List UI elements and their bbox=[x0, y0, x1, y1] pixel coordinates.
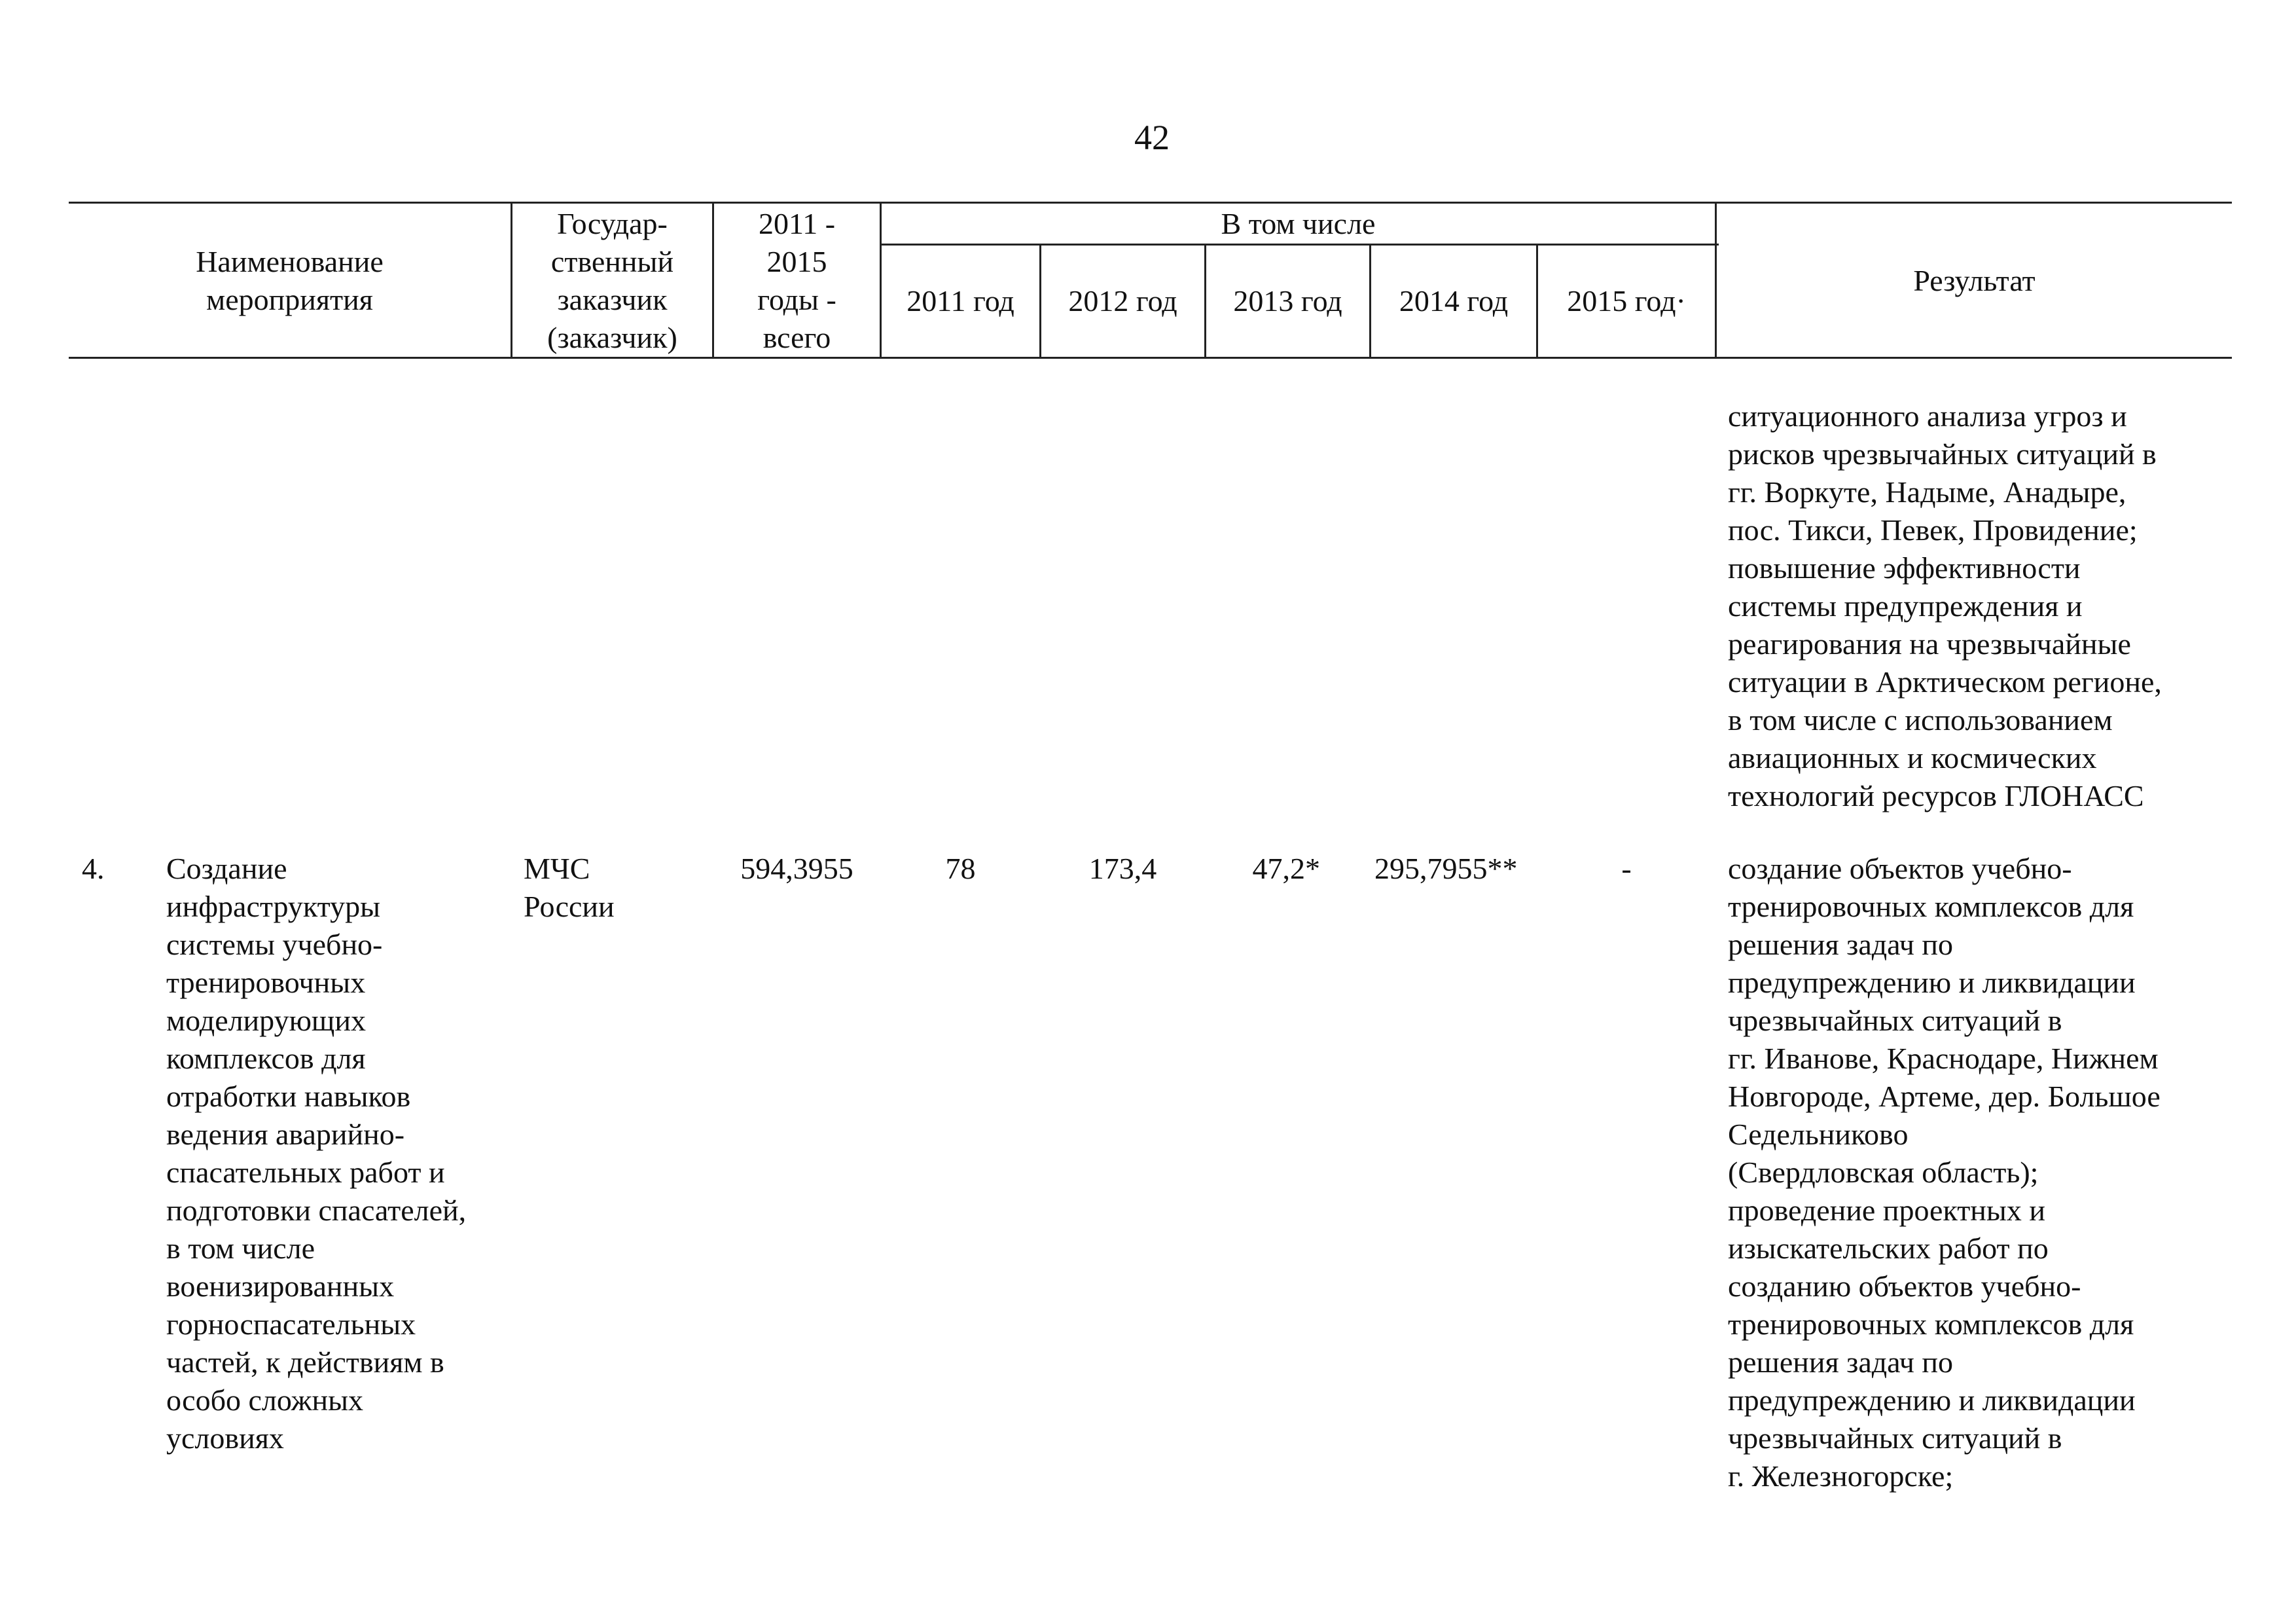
row-result: создание объектов учебно- тренировочных комплексов для решения задач по предупреждению и ликвидации чрезвычайных ситуаций в гг. Иванове, Краснодаре, Нижнем Новгороде, Артеме, дер. Большое Седельниково (Свердловская область); проведение проектных и изыскательских работ по созданию объектов учебно- тренировочных комплексов для решения задач по предупреждению и ликвидации чрезвычайных ситуаций в г. Железногорске; bbox=[1728, 852, 2161, 1493]
header-year-2013: 2013 год bbox=[1233, 284, 1342, 318]
row-2015: - bbox=[1621, 852, 1632, 885]
header-name: Наименование мероприятия bbox=[196, 245, 384, 316]
row-2014: 295,7955** bbox=[1374, 852, 1518, 885]
header-bottom-rule bbox=[69, 357, 2232, 359]
table-top-rule bbox=[69, 202, 2232, 204]
header-year-2015: 2015 год· bbox=[1567, 284, 1686, 318]
header-total: 2011 - 2015 годы - всего bbox=[757, 207, 836, 354]
row-customer: МЧС России bbox=[524, 852, 615, 923]
row-total: 594,3955 bbox=[740, 852, 853, 885]
row-2013: 47,2* bbox=[1252, 852, 1320, 885]
header-result: Результат bbox=[1913, 264, 2036, 297]
subheader-rule bbox=[880, 244, 1719, 246]
row-2011: 78 bbox=[945, 852, 976, 885]
continuation-result: ситуационного анализа угроз и рисков чрезвычайных ситуаций в гг. Воркуте, Надыме, Анадыре, пос. Тикси, Певек, Провидение; повышение эффективности системы предупреждения и реагирования на чрезвычайные ситуации в Арктическом регионе, в том числе с использованием авиационных и космических технологий ресурсов ГЛОНАСС bbox=[1728, 399, 2162, 812]
page-number: 42 bbox=[1134, 118, 1170, 157]
header-year-2011: 2011 год bbox=[906, 284, 1014, 318]
header-year-2014: 2014 год bbox=[1399, 284, 1509, 318]
header-year-2012: 2012 год bbox=[1068, 284, 1177, 318]
header-group: В том числе bbox=[1221, 207, 1376, 240]
row-2012: 173,4 bbox=[1088, 852, 1157, 885]
row-number: 4. bbox=[82, 852, 105, 885]
header-customer: Государ- ственный заказчик (заказчик) bbox=[547, 207, 677, 354]
row-name: Создание инфраструктуры системы учебно- тренировочных моделирующих комплексов для отработки навыков ведения аварийно- спасательных работ и подготовки спасателей, в том числе военизированных горноспасательных частей, к действиям в особо сложных условиях bbox=[166, 852, 467, 1455]
